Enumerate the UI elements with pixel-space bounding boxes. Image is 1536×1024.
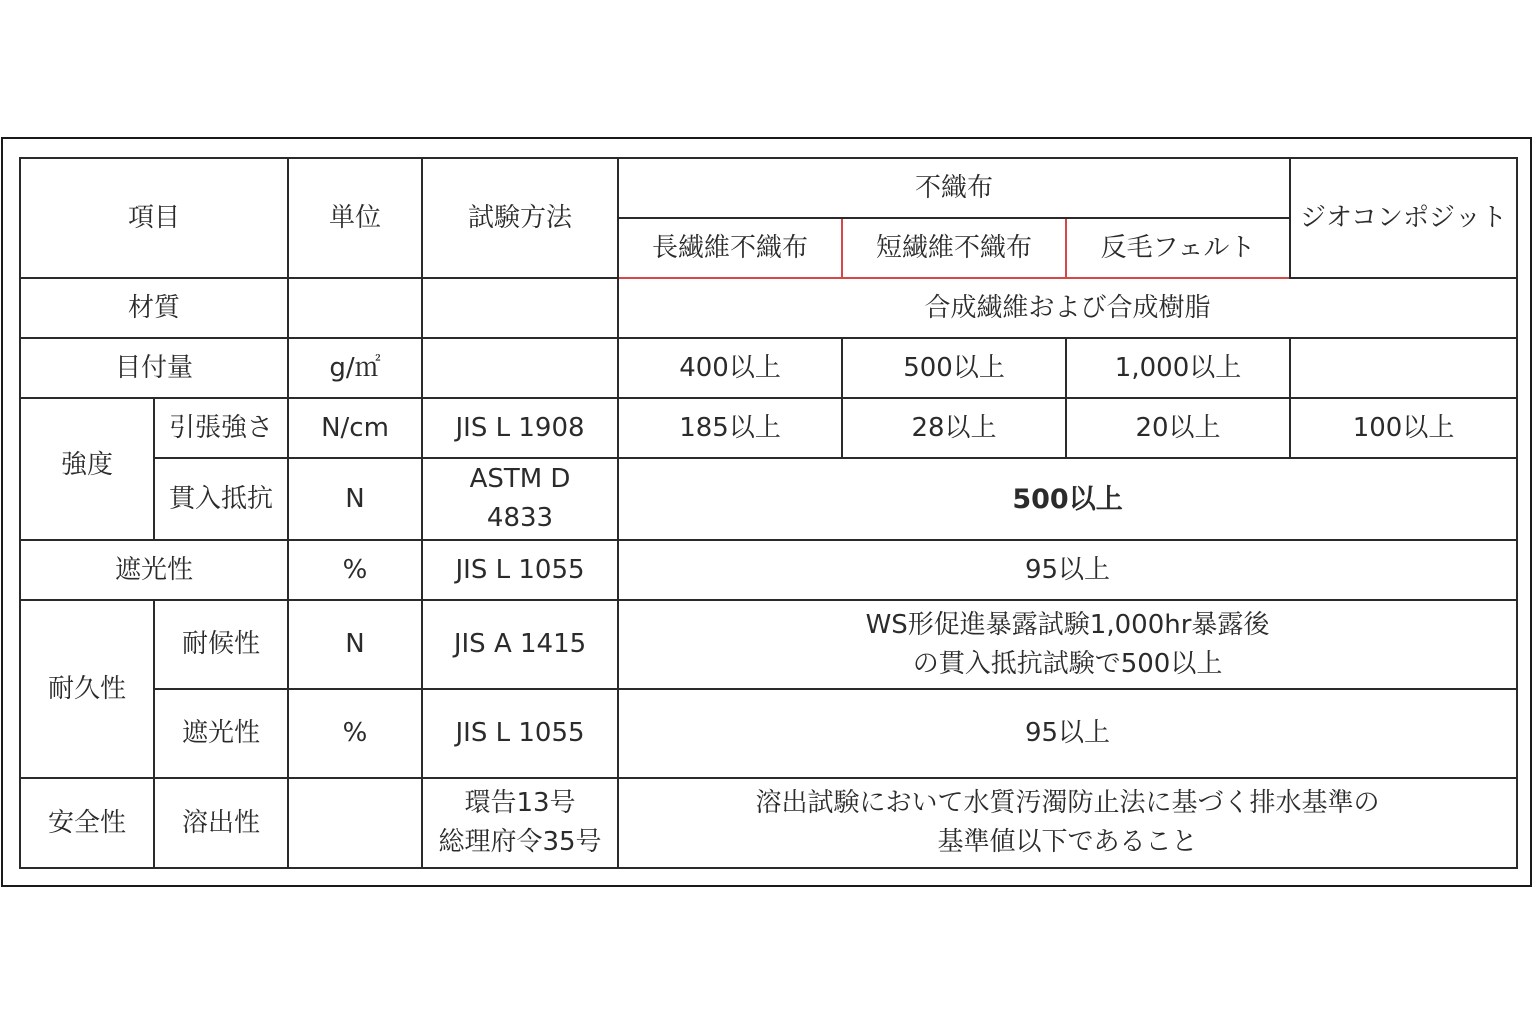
elution-value: [618, 778, 1517, 868]
elution-method: [422, 778, 618, 868]
header-unit: 単位: [288, 158, 422, 278]
table-row-weather: [20, 600, 1517, 689]
weather-value: [618, 600, 1517, 689]
safety-label: 安全性: [20, 778, 154, 868]
puncture-method-line2: 4833: [486, 503, 554, 533]
weight-long-fiber: 400以上: [618, 338, 842, 398]
weather-unit: N: [288, 600, 422, 689]
tensile-long-fiber: 185以上: [618, 398, 842, 458]
elution-label: 溶出性: [154, 778, 288, 868]
weather-value-line2: の貫入抵抗試験で500以上: [912, 648, 1223, 679]
weather-method: JIS A 1415: [422, 600, 618, 689]
table-row-shading: [20, 540, 1517, 600]
weight-label: 目付量: [20, 338, 288, 398]
elution-method-line1: 環告13号: [464, 788, 576, 818]
tensile-unit: N/cm: [288, 398, 422, 458]
elution-value-line2: 基準値以下であること: [937, 827, 1198, 857]
puncture-value: 500以上: [618, 458, 1517, 540]
elution-value-line1: 溶出試験において水質汚濁防止法に基づく排水基準の: [755, 788, 1380, 818]
header-felt: 反毛フェルト: [1066, 218, 1290, 278]
puncture-method: [422, 458, 618, 540]
weight-felt: 1,000以上: [1066, 338, 1290, 398]
header-item: 項目: [20, 158, 288, 278]
elution-unit: [288, 778, 422, 868]
table-row-puncture: [20, 458, 1517, 540]
material-unit: [288, 278, 422, 338]
table-row-material: [20, 278, 1517, 338]
puncture-method-line1: ASTM D: [469, 464, 571, 494]
material-label: 材質: [20, 278, 288, 338]
tensile-method: JIS L 1908: [422, 398, 618, 458]
header-long-fiber: 長繊維不織布: [618, 218, 842, 278]
durability-label: 耐久性: [20, 600, 154, 778]
shading-unit: %: [288, 540, 422, 600]
tensile-short-fiber: 28以上: [842, 398, 1066, 458]
weather-label: 耐候性: [154, 600, 288, 689]
strength-label: 強度: [20, 398, 154, 540]
tensile-geocomposite: 100以上: [1290, 398, 1517, 458]
header-nonwoven: 不織布: [618, 158, 1290, 218]
elution-method-line2: 総理府令35号: [438, 827, 602, 857]
puncture-label: 貫入抵抗: [154, 458, 288, 540]
shading-value: 95以上: [618, 540, 1517, 600]
table-row-safety: [20, 778, 1517, 868]
header-row: [20, 158, 1517, 218]
header-geocomposite: ジオコンポジット: [1290, 158, 1517, 278]
table-row-durability-shading: [20, 689, 1517, 778]
durability-shading-value: 95以上: [618, 689, 1517, 778]
spec-table: [19, 157, 1518, 869]
weather-value-line1: WS形促進暴露試験1,000hr暴露後: [865, 609, 1270, 640]
table-row-weight: [20, 338, 1517, 398]
material-value: 合成繊維および合成樹脂: [618, 278, 1517, 338]
durability-shading-method: JIS L 1055: [422, 689, 618, 778]
durability-shading-unit: %: [288, 689, 422, 778]
shading-method: JIS L 1055: [422, 540, 618, 600]
weight-short-fiber: 500以上: [842, 338, 1066, 398]
weight-unit: g/㎡: [288, 338, 422, 398]
weight-method: [422, 338, 618, 398]
header-short-fiber: 短繊維不織布: [842, 218, 1066, 278]
tensile-label: 引張強さ: [154, 398, 288, 458]
shading-label: 遮光性: [20, 540, 288, 600]
table-row-tensile: [20, 398, 1517, 458]
tensile-felt: 20以上: [1066, 398, 1290, 458]
material-method: [422, 278, 618, 338]
puncture-unit: N: [288, 458, 422, 540]
durability-shading-label: 遮光性: [154, 689, 288, 778]
header-method: 試験方法: [422, 158, 618, 278]
weight-geocomposite: [1290, 338, 1517, 398]
